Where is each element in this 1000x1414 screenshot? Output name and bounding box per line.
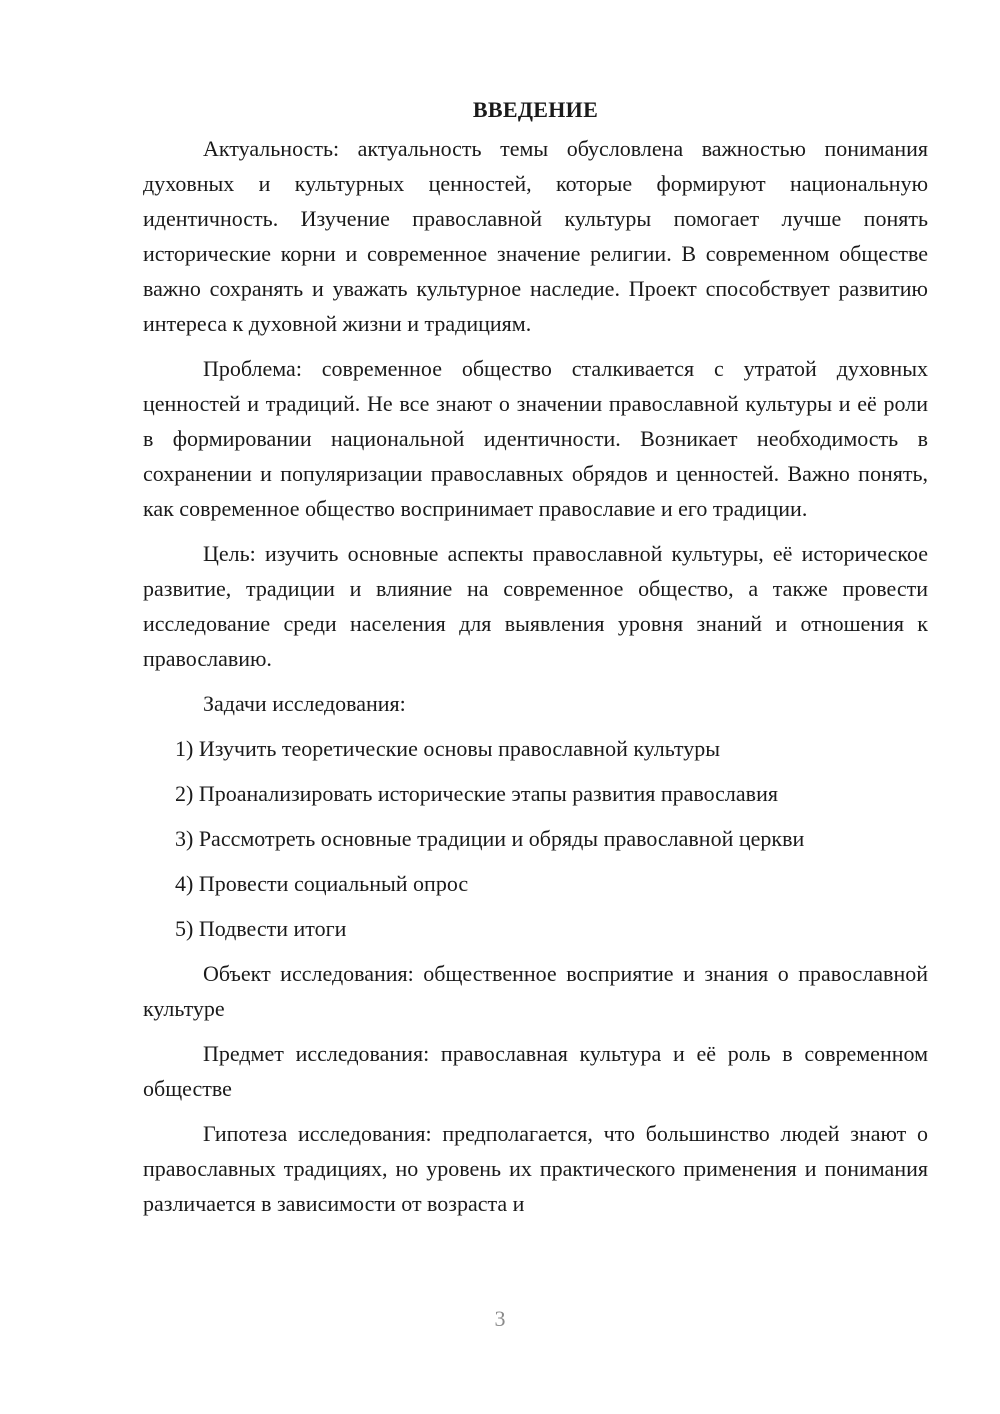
page-number: 3 — [494, 1306, 506, 1331]
task-item: 2) Проанализировать исторические этапы развития православия — [175, 781, 778, 806]
document-page — [143, 92, 928, 1231]
hypothesis-paragraph: Гипотеза исследования: предполагается, что большинство людей знают о православных традициях, но уровень их практического применения и понимания различается в зависимости от возраста и — [143, 1121, 928, 1216]
research-object-paragraph: Объект исследования: общественное восприятие и знания о православной культуре — [143, 961, 928, 1021]
problem-paragraph: Проблема: современное общество сталкивается с утратой духовных ценностей и традиций. Не все знают о значении православной культуры и её роли в формировании национальной идентичности. Возникает необходимость в сохранении и популяризации православных обрядов и ценностей. Важно понять, как современное общество воспринимает православие и его традиции. — [143, 356, 928, 521]
research-subject-paragraph: Предмет исследования: православная культура и её роль в современном обществе — [143, 1041, 928, 1101]
task-list — [143, 731, 928, 946]
tasks-heading: Задачи исследования: — [203, 691, 406, 716]
task-item: 4) Провести социальный опрос — [175, 871, 469, 896]
task-item: 1) Изучить теоретические основы православной культуры — [175, 736, 721, 761]
task-item: 3) Рассмотреть основные традиции и обряды православной церкви — [175, 826, 805, 851]
goal-paragraph: Цель: изучить основные аспекты православной культуры, её историческое развитие, традиции и влияние на современное общество, а также провести исследование среди населения для выявления уровня знаний и отношения к православию. — [143, 541, 928, 671]
page-title: ВВЕДЕНИЕ — [472, 97, 599, 122]
relevance-paragraph: Актуальность: актуальность темы обусловлена важностью понимания духовных и культурных ценностей, которые формируют национальную идентичность. Изучение православной культуры помогает лучше понять исторические корни и современное значение религии. В современном обществе важно сохранять и уважать культурное наследие. Проект способствует развитию интереса к духовной жизни и традициям. — [143, 136, 928, 336]
task-item: 5) Подвести итоги — [175, 916, 347, 941]
